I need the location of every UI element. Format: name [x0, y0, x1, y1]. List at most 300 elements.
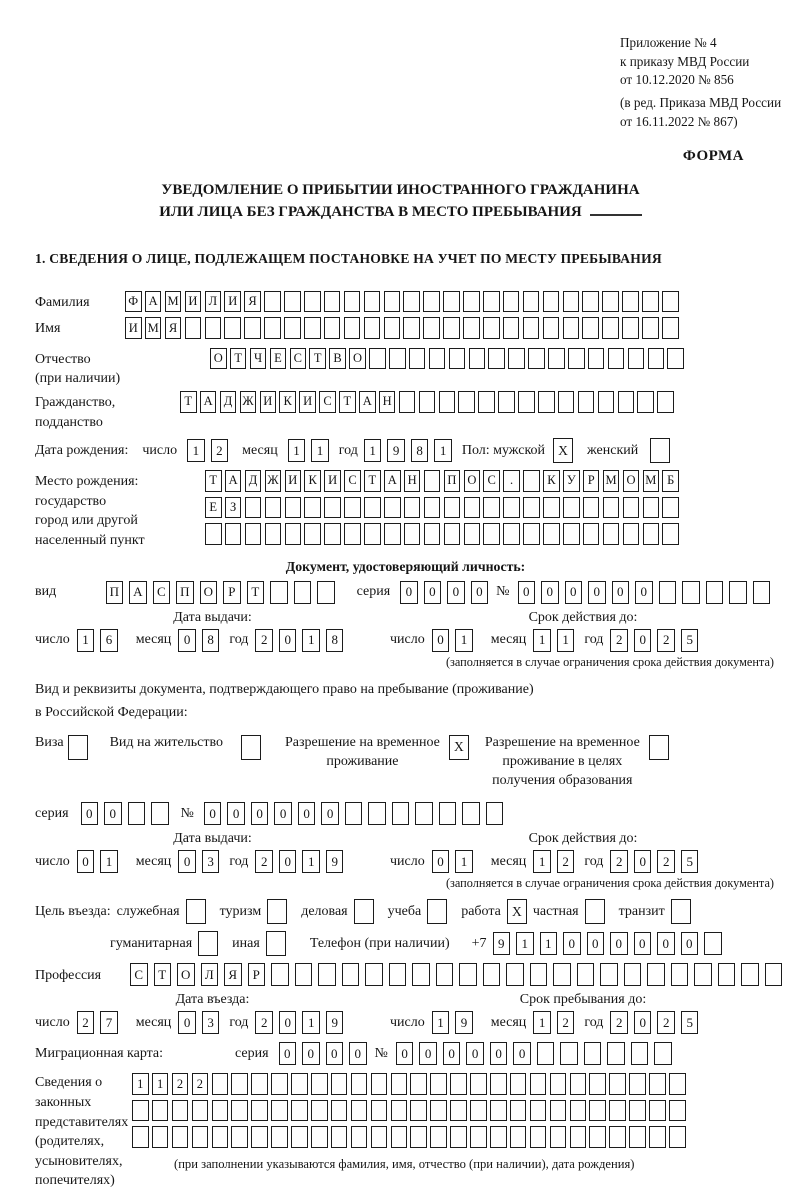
- char-cell[interactable]: [583, 497, 600, 519]
- char-cell[interactable]: [669, 1100, 686, 1122]
- char-cell[interactable]: [550, 1073, 567, 1095]
- char-cell[interactable]: 0: [326, 1042, 344, 1065]
- char-cell[interactable]: [570, 1073, 587, 1095]
- char-cell[interactable]: [530, 1100, 547, 1122]
- char-cell[interactable]: Д: [220, 391, 237, 413]
- purpose-work-checkbox[interactable]: X: [507, 899, 527, 924]
- char-cell[interactable]: [351, 1126, 368, 1148]
- char-cell[interactable]: П: [176, 581, 194, 604]
- char-cell[interactable]: 1: [100, 850, 118, 873]
- char-cell[interactable]: [389, 348, 406, 370]
- char-cell[interactable]: [662, 291, 679, 313]
- char-cell[interactable]: [584, 1042, 602, 1065]
- char-cell[interactable]: [622, 317, 639, 339]
- char-cell[interactable]: Т: [205, 470, 222, 492]
- sex-male-checkbox[interactable]: X: [553, 438, 573, 463]
- char-cell[interactable]: [424, 523, 441, 545]
- char-cell[interactable]: 0: [443, 1042, 461, 1065]
- char-cell[interactable]: [410, 1126, 427, 1148]
- char-cell[interactable]: [598, 391, 615, 413]
- char-cell[interactable]: [410, 1100, 427, 1122]
- char-cell[interactable]: [419, 391, 436, 413]
- char-cell[interactable]: [344, 317, 361, 339]
- char-cell[interactable]: [151, 802, 169, 825]
- char-cell[interactable]: [324, 497, 341, 519]
- char-cell[interactable]: [548, 348, 565, 370]
- char-cell[interactable]: [231, 1073, 248, 1095]
- char-cell[interactable]: [649, 1126, 666, 1148]
- char-cell[interactable]: Ж: [240, 391, 257, 413]
- char-cell[interactable]: [285, 523, 302, 545]
- char-cell[interactable]: [304, 291, 321, 313]
- char-cell[interactable]: [609, 1126, 626, 1148]
- char-cell[interactable]: [669, 1073, 686, 1095]
- char-cell[interactable]: [364, 317, 381, 339]
- char-cell[interactable]: [424, 470, 441, 492]
- char-cell[interactable]: [285, 497, 302, 519]
- char-cell[interactable]: 9: [387, 439, 405, 462]
- char-cell[interactable]: М: [603, 470, 620, 492]
- char-cell[interactable]: [741, 963, 759, 986]
- char-cell[interactable]: [444, 497, 461, 519]
- char-cell[interactable]: К: [279, 391, 296, 413]
- char-cell[interactable]: [523, 497, 540, 519]
- char-cell[interactable]: 3: [202, 1011, 220, 1034]
- char-cell[interactable]: 2: [255, 850, 273, 873]
- purpose-private-checkbox[interactable]: [585, 899, 605, 924]
- char-cell[interactable]: О: [177, 963, 195, 986]
- char-cell[interactable]: [458, 391, 475, 413]
- char-cell[interactable]: [430, 1126, 447, 1148]
- char-cell[interactable]: [128, 802, 146, 825]
- char-cell[interactable]: 8: [202, 629, 220, 652]
- char-cell[interactable]: [410, 1073, 427, 1095]
- char-cell[interactable]: М: [643, 470, 660, 492]
- char-cell[interactable]: [503, 317, 520, 339]
- char-cell[interactable]: [589, 1100, 606, 1122]
- temp-residence-education-checkbox[interactable]: [649, 735, 669, 760]
- char-cell[interactable]: [483, 497, 500, 519]
- char-cell[interactable]: [486, 802, 504, 825]
- char-cell[interactable]: [488, 348, 505, 370]
- char-cell[interactable]: [470, 1126, 487, 1148]
- char-cell[interactable]: 1: [434, 439, 452, 462]
- char-cell[interactable]: [648, 348, 665, 370]
- char-cell[interactable]: [654, 1042, 672, 1065]
- char-cell[interactable]: 8: [411, 439, 429, 462]
- char-cell[interactable]: 5: [681, 850, 699, 873]
- char-cell[interactable]: [384, 497, 401, 519]
- char-cell[interactable]: Т: [180, 391, 197, 413]
- char-cell[interactable]: Т: [364, 470, 381, 492]
- char-cell[interactable]: [550, 1100, 567, 1122]
- char-cell[interactable]: 0: [349, 1042, 367, 1065]
- char-cell[interactable]: 0: [104, 802, 122, 825]
- char-cell[interactable]: [523, 470, 540, 492]
- char-cell[interactable]: [729, 581, 747, 604]
- char-cell[interactable]: [291, 1100, 308, 1122]
- char-cell[interactable]: В: [329, 348, 346, 370]
- residence-permit-checkbox[interactable]: [241, 735, 261, 760]
- char-cell[interactable]: [694, 963, 712, 986]
- char-cell[interactable]: [657, 391, 674, 413]
- char-cell[interactable]: [324, 317, 341, 339]
- char-cell[interactable]: [510, 1073, 527, 1095]
- char-cell[interactable]: [392, 802, 410, 825]
- char-cell[interactable]: З: [225, 497, 242, 519]
- char-cell[interactable]: [603, 497, 620, 519]
- char-cell[interactable]: 1: [311, 439, 329, 462]
- char-cell[interactable]: 2: [657, 629, 675, 652]
- char-cell[interactable]: [464, 523, 481, 545]
- char-cell[interactable]: [459, 963, 477, 986]
- char-cell[interactable]: [371, 1073, 388, 1095]
- char-cell[interactable]: 9: [455, 1011, 473, 1034]
- char-cell[interactable]: 1: [455, 629, 473, 652]
- char-cell[interactable]: Ф: [125, 291, 142, 313]
- char-cell[interactable]: [424, 497, 441, 519]
- char-cell[interactable]: [483, 317, 500, 339]
- char-cell[interactable]: [538, 391, 555, 413]
- char-cell[interactable]: 0: [634, 932, 652, 955]
- char-cell[interactable]: П: [444, 470, 461, 492]
- char-cell[interactable]: [523, 317, 540, 339]
- char-cell[interactable]: Р: [248, 963, 266, 986]
- char-cell[interactable]: 0: [321, 802, 339, 825]
- char-cell[interactable]: [172, 1126, 189, 1148]
- char-cell[interactable]: [444, 523, 461, 545]
- char-cell[interactable]: [304, 497, 321, 519]
- char-cell[interactable]: [384, 291, 401, 313]
- char-cell[interactable]: [583, 523, 600, 545]
- char-cell[interactable]: [478, 391, 495, 413]
- char-cell[interactable]: 0: [178, 629, 196, 652]
- char-cell[interactable]: [624, 963, 642, 986]
- char-cell[interactable]: Ч: [250, 348, 267, 370]
- char-cell[interactable]: [662, 497, 679, 519]
- char-cell[interactable]: [560, 1042, 578, 1065]
- char-cell[interactable]: 0: [634, 1011, 652, 1034]
- char-cell[interactable]: [205, 317, 222, 339]
- char-cell[interactable]: [271, 1100, 288, 1122]
- char-cell[interactable]: [344, 523, 361, 545]
- char-cell[interactable]: [523, 523, 540, 545]
- char-cell[interactable]: Л: [201, 963, 219, 986]
- char-cell[interactable]: [523, 291, 540, 313]
- char-cell[interactable]: [172, 1100, 189, 1122]
- char-cell[interactable]: 1: [152, 1073, 169, 1095]
- char-cell[interactable]: [582, 317, 599, 339]
- char-cell[interactable]: [608, 348, 625, 370]
- char-cell[interactable]: М: [165, 291, 182, 313]
- char-cell[interactable]: [391, 1126, 408, 1148]
- char-cell[interactable]: А: [129, 581, 147, 604]
- char-cell[interactable]: [563, 291, 580, 313]
- char-cell[interactable]: 0: [563, 932, 581, 955]
- char-cell[interactable]: [304, 523, 321, 545]
- char-cell[interactable]: 1: [533, 1011, 551, 1034]
- char-cell[interactable]: И: [260, 391, 277, 413]
- char-cell[interactable]: [631, 1042, 649, 1065]
- char-cell[interactable]: 1: [364, 439, 382, 462]
- char-cell[interactable]: 0: [612, 581, 630, 604]
- char-cell[interactable]: [718, 963, 736, 986]
- char-cell[interactable]: 1: [533, 629, 551, 652]
- char-cell[interactable]: [629, 1073, 646, 1095]
- char-cell[interactable]: А: [225, 470, 242, 492]
- temp-residence-checkbox[interactable]: X: [449, 735, 469, 760]
- visa-checkbox[interactable]: [68, 735, 88, 760]
- char-cell[interactable]: [528, 348, 545, 370]
- char-cell[interactable]: 2: [657, 1011, 675, 1034]
- char-cell[interactable]: [510, 1100, 527, 1122]
- char-cell[interactable]: [404, 497, 421, 519]
- char-cell[interactable]: [364, 523, 381, 545]
- char-cell[interactable]: [443, 317, 460, 339]
- char-cell[interactable]: [490, 1073, 507, 1095]
- char-cell[interactable]: [304, 317, 321, 339]
- char-cell[interactable]: 0: [400, 581, 418, 604]
- char-cell[interactable]: [483, 291, 500, 313]
- purpose-study-checkbox[interactable]: [427, 899, 447, 924]
- char-cell[interactable]: [637, 391, 654, 413]
- char-cell[interactable]: 0: [588, 581, 606, 604]
- char-cell[interactable]: 0: [657, 932, 675, 955]
- char-cell[interactable]: С: [319, 391, 336, 413]
- char-cell[interactable]: [369, 348, 386, 370]
- char-cell[interactable]: [647, 963, 665, 986]
- char-cell[interactable]: [264, 291, 281, 313]
- char-cell[interactable]: [391, 1100, 408, 1122]
- char-cell[interactable]: 1: [516, 932, 534, 955]
- char-cell[interactable]: 0: [681, 932, 699, 955]
- char-cell[interactable]: П: [106, 581, 124, 604]
- char-cell[interactable]: [629, 1100, 646, 1122]
- char-cell[interactable]: [251, 1126, 268, 1148]
- char-cell[interactable]: Р: [583, 470, 600, 492]
- char-cell[interactable]: [543, 523, 560, 545]
- char-cell[interactable]: О: [623, 470, 640, 492]
- char-cell[interactable]: [643, 523, 660, 545]
- char-cell[interactable]: 0: [178, 850, 196, 873]
- char-cell[interactable]: [225, 523, 242, 545]
- char-cell[interactable]: 0: [302, 1042, 320, 1065]
- char-cell[interactable]: [470, 1100, 487, 1122]
- char-cell[interactable]: [439, 802, 457, 825]
- char-cell[interactable]: Б: [662, 470, 679, 492]
- char-cell[interactable]: [537, 1042, 555, 1065]
- char-cell[interactable]: Т: [247, 581, 265, 604]
- char-cell[interactable]: К: [304, 470, 321, 492]
- char-cell[interactable]: 2: [610, 850, 628, 873]
- char-cell[interactable]: 0: [419, 1042, 437, 1065]
- char-cell[interactable]: [423, 317, 440, 339]
- char-cell[interactable]: [212, 1126, 229, 1148]
- char-cell[interactable]: С: [344, 470, 361, 492]
- purpose-humanitarian-checkbox[interactable]: [198, 931, 218, 956]
- char-cell[interactable]: [429, 348, 446, 370]
- char-cell[interactable]: 2: [557, 1011, 575, 1034]
- char-cell[interactable]: [324, 523, 341, 545]
- char-cell[interactable]: [270, 581, 288, 604]
- char-cell[interactable]: [251, 1073, 268, 1095]
- char-cell[interactable]: 0: [541, 581, 559, 604]
- char-cell[interactable]: [331, 1126, 348, 1148]
- char-cell[interactable]: 0: [279, 1011, 297, 1034]
- char-cell[interactable]: [622, 291, 639, 313]
- char-cell[interactable]: М: [145, 317, 162, 339]
- char-cell[interactable]: 1: [557, 629, 575, 652]
- char-cell[interactable]: [212, 1073, 229, 1095]
- char-cell[interactable]: [563, 317, 580, 339]
- char-cell[interactable]: [251, 1100, 268, 1122]
- char-cell[interactable]: [568, 348, 585, 370]
- char-cell[interactable]: [403, 317, 420, 339]
- char-cell[interactable]: 0: [204, 802, 222, 825]
- char-cell[interactable]: [185, 317, 202, 339]
- char-cell[interactable]: 0: [565, 581, 583, 604]
- char-cell[interactable]: [483, 963, 501, 986]
- char-cell[interactable]: [284, 291, 301, 313]
- char-cell[interactable]: 2: [610, 629, 628, 652]
- char-cell[interactable]: [570, 1100, 587, 1122]
- char-cell[interactable]: 2: [77, 1011, 95, 1034]
- purpose-tourism-checkbox[interactable]: [267, 899, 287, 924]
- purpose-business-checkbox[interactable]: [354, 899, 374, 924]
- char-cell[interactable]: Т: [154, 963, 172, 986]
- char-cell[interactable]: [152, 1126, 169, 1148]
- char-cell[interactable]: 2: [557, 850, 575, 873]
- char-cell[interactable]: [530, 1126, 547, 1148]
- char-cell[interactable]: 2: [255, 629, 273, 652]
- char-cell[interactable]: [295, 963, 313, 986]
- char-cell[interactable]: [399, 391, 416, 413]
- char-cell[interactable]: [543, 291, 560, 313]
- char-cell[interactable]: [342, 963, 360, 986]
- char-cell[interactable]: 2: [657, 850, 675, 873]
- char-cell[interactable]: [391, 1073, 408, 1095]
- char-cell[interactable]: [271, 1126, 288, 1148]
- char-cell[interactable]: 0: [424, 581, 442, 604]
- char-cell[interactable]: [364, 497, 381, 519]
- char-cell[interactable]: [623, 523, 640, 545]
- char-cell[interactable]: [543, 317, 560, 339]
- char-cell[interactable]: [436, 963, 454, 986]
- char-cell[interactable]: [498, 391, 515, 413]
- char-cell[interactable]: Р: [223, 581, 241, 604]
- char-cell[interactable]: 0: [466, 1042, 484, 1065]
- char-cell[interactable]: [271, 1073, 288, 1095]
- char-cell[interactable]: [311, 1073, 328, 1095]
- char-cell[interactable]: 0: [490, 1042, 508, 1065]
- char-cell[interactable]: [271, 963, 289, 986]
- char-cell[interactable]: 0: [447, 581, 465, 604]
- char-cell[interactable]: [430, 1073, 447, 1095]
- char-cell[interactable]: [365, 963, 383, 986]
- char-cell[interactable]: [443, 291, 460, 313]
- char-cell[interactable]: 0: [396, 1042, 414, 1065]
- char-cell[interactable]: [563, 497, 580, 519]
- char-cell[interactable]: [265, 523, 282, 545]
- char-cell[interactable]: [423, 291, 440, 313]
- char-cell[interactable]: [706, 581, 724, 604]
- char-cell[interactable]: [192, 1100, 209, 1122]
- char-cell[interactable]: 5: [681, 629, 699, 652]
- char-cell[interactable]: [642, 291, 659, 313]
- char-cell[interactable]: [464, 497, 481, 519]
- char-cell[interactable]: [368, 802, 386, 825]
- char-cell[interactable]: Ж: [265, 470, 282, 492]
- char-cell[interactable]: [503, 523, 520, 545]
- char-cell[interactable]: [506, 963, 524, 986]
- char-cell[interactable]: Т: [309, 348, 326, 370]
- char-cell[interactable]: [152, 1100, 169, 1122]
- char-cell[interactable]: [649, 1100, 666, 1122]
- char-cell[interactable]: 9: [493, 932, 511, 955]
- char-cell[interactable]: К: [543, 470, 560, 492]
- char-cell[interactable]: С: [290, 348, 307, 370]
- char-cell[interactable]: [450, 1073, 467, 1095]
- char-cell[interactable]: 0: [513, 1042, 531, 1065]
- char-cell[interactable]: Е: [270, 348, 287, 370]
- char-cell[interactable]: [667, 348, 684, 370]
- char-cell[interactable]: [291, 1073, 308, 1095]
- char-cell[interactable]: [600, 963, 618, 986]
- char-cell[interactable]: Е: [205, 497, 222, 519]
- char-cell[interactable]: 7: [100, 1011, 118, 1034]
- char-cell[interactable]: 9: [326, 850, 344, 873]
- char-cell[interactable]: [364, 291, 381, 313]
- char-cell[interactable]: И: [125, 317, 142, 339]
- char-cell[interactable]: 0: [471, 581, 489, 604]
- char-cell[interactable]: 0: [432, 850, 450, 873]
- char-cell[interactable]: [629, 1126, 646, 1148]
- char-cell[interactable]: [553, 963, 571, 986]
- char-cell[interactable]: 5: [681, 1011, 699, 1034]
- char-cell[interactable]: [589, 1073, 606, 1095]
- char-cell[interactable]: [603, 523, 620, 545]
- char-cell[interactable]: 1: [455, 850, 473, 873]
- char-cell[interactable]: Я: [244, 291, 261, 313]
- char-cell[interactable]: 2: [255, 1011, 273, 1034]
- char-cell[interactable]: О: [464, 470, 481, 492]
- char-cell[interactable]: 0: [587, 932, 605, 955]
- char-cell[interactable]: [588, 348, 605, 370]
- char-cell[interactable]: [662, 523, 679, 545]
- char-cell[interactable]: 0: [274, 802, 292, 825]
- char-cell[interactable]: [244, 317, 261, 339]
- char-cell[interactable]: Я: [224, 963, 242, 986]
- char-cell[interactable]: О: [210, 348, 227, 370]
- char-cell[interactable]: 9: [326, 1011, 344, 1034]
- char-cell[interactable]: [609, 1073, 626, 1095]
- char-cell[interactable]: [490, 1100, 507, 1122]
- char-cell[interactable]: [324, 291, 341, 313]
- char-cell[interactable]: [351, 1100, 368, 1122]
- char-cell[interactable]: [384, 523, 401, 545]
- char-cell[interactable]: [409, 348, 426, 370]
- char-cell[interactable]: [132, 1100, 149, 1122]
- char-cell[interactable]: [609, 1100, 626, 1122]
- char-cell[interactable]: С: [483, 470, 500, 492]
- char-cell[interactable]: 6: [100, 629, 118, 652]
- char-cell[interactable]: 0: [279, 1042, 297, 1065]
- char-cell[interactable]: [543, 497, 560, 519]
- char-cell[interactable]: [607, 1042, 625, 1065]
- char-cell[interactable]: [578, 391, 595, 413]
- char-cell[interactable]: [212, 1100, 229, 1122]
- char-cell[interactable]: [463, 317, 480, 339]
